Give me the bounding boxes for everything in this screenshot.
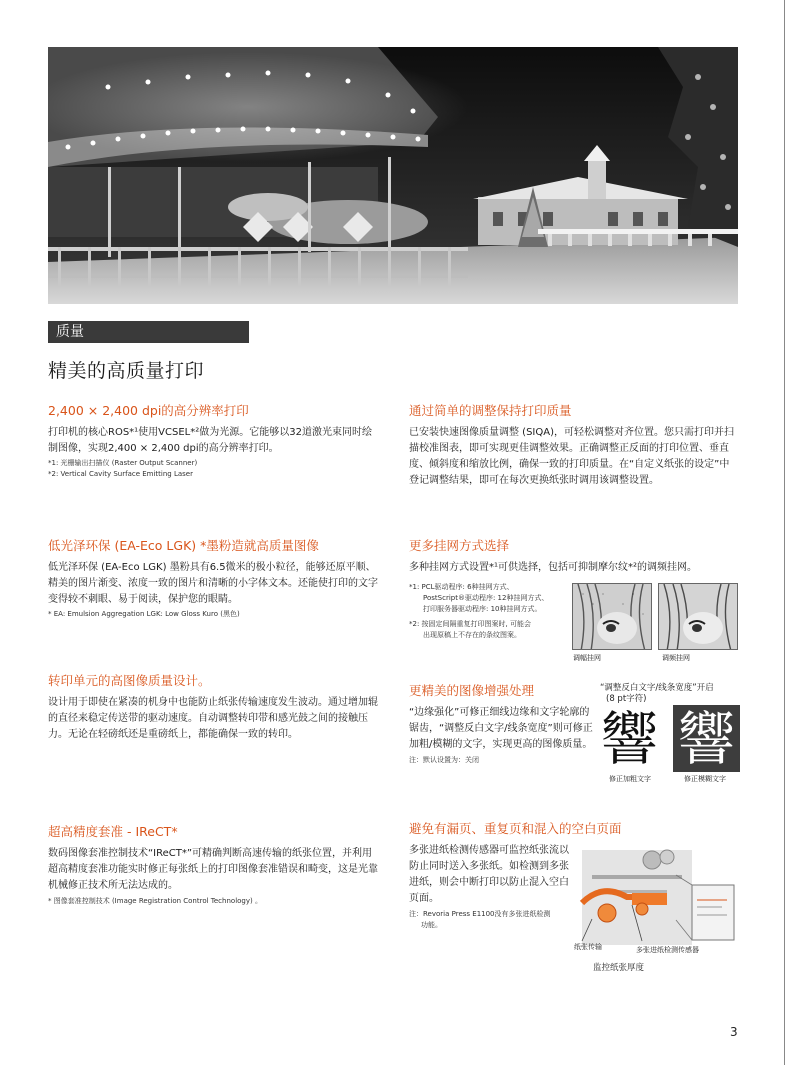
irect-body: 数码图像套准控制技术“IReCT*”可精确判断高速传输的纸张位置，并利用超高精度套准功能实时修正每张纸上的打印图像套准错误和畸变，这是光靠机械修正技术所无法达成的。 <box>48 848 378 891</box>
screen-note-1b: PostScript®驱动程序: 12种挂网方式、 <box>423 594 549 602</box>
am-screening-caption: 调幅挂网 <box>573 654 601 662</box>
screen-body: 多种挂网方式设置*¹可供选择，包括可抑制摩尔纹*²的调频挂网。 <box>409 562 698 573</box>
screen-note-1c: 打印服务器驱动程序: 10种挂网方式。 <box>423 605 542 613</box>
enhance-note: 注：默认设置为：关闭 <box>409 756 479 764</box>
transfer-heading: 转印单元的高图像质量设计。 <box>48 673 211 688</box>
irect-note: * 图像套准控制技术 (Image Registration Control Technology) 。 <box>48 897 262 905</box>
enhance-body: “边缘强化”可修正细线边缘和文字轮廓的锯齿，“调整反白文字/线条宽度”则可修正加粗/模糊的文字，实现更高的图像质量。 <box>409 707 593 750</box>
blank-heading: 避免有漏页、重复页和混入的空白页面 <box>409 821 622 836</box>
feed-label-bottom: 监控纸张厚度 <box>593 963 645 973</box>
enhance-side-label-b: (8 pt字符) <box>606 694 647 704</box>
paper-feed-diagram <box>572 845 738 955</box>
glyph-bold-corrected: 響 <box>596 705 663 772</box>
feed-label-left: 纸张传输 <box>574 943 602 951</box>
screen-note-2b: 出现原稿上不存在的条纹图案。 <box>423 631 521 639</box>
glyph-right-caption: 修正模糊文字 <box>684 775 726 783</box>
irect-heading: 超高精度套准 - IReCT* <box>48 824 178 839</box>
eaeco-body: 低光泽环保 (EA-Eco LGK) 墨粉具有6.5微米的极小粒径，能够还原平顺、精美的图片渐变、浓度一致的图片和清晰的小字体文本。还能使打印的文字变得较不刺眼、易于阅读，保护您的眼睛。 <box>48 562 378 605</box>
block-screen <box>409 538 739 576</box>
page-number: 3 <box>730 1025 738 1039</box>
screen-note-2a: *2: 按固定间隔重复打印图案时, 可能会 <box>409 620 531 628</box>
blank-note-b: 功能。 <box>421 921 442 929</box>
siqa-body: 已安装快速图像质量调整 (SIQA)，可轻松调整对齐位置。您只需打印并扫描校准图表，即可实现更佳调整效果。正确调整正反面的打印位置、垂直度、倾斜度和缩放比例，确保一致的打印质量。在“自定义纸张的设定”中登记调整结果，即可在每次更换纸张时调用该调整设置。 <box>409 427 734 486</box>
blank-note-a: 注：Revoria Press E1100没有多张进纸检测 <box>409 910 551 918</box>
dpi-body: 打印机的核心ROS*¹使用VCSEL*²做为光源。它能够以32道激光束同时绘制图像，实现2,400 × 2,400 dpi的高分辨率打印。 <box>48 427 372 454</box>
dpi-note-1: *1: 光栅输出扫描仪 (Raster Output Scanner) <box>48 459 198 467</box>
block-irect <box>48 824 378 907</box>
transfer-body: 设计用于即使在紧凑的机身中也能防止纸张传输速度发生波动。通过增加辊的直径来稳定传送带的驱动速度。自动调整转印带和感光鼓之间的接触压力。无论在轻磅纸还是重磅纸上，都能确保一致的转印。 <box>48 697 378 740</box>
block-blank-heading <box>409 821 739 837</box>
block-enhance <box>409 683 594 766</box>
siqa-heading: 通过简单的调整保持打印质量 <box>409 403 572 418</box>
block-siqa <box>409 403 739 489</box>
enhance-side-label-a: “调整反白文字/线条宽度”开启 <box>600 683 714 693</box>
fm-screening-image <box>658 583 738 650</box>
enhance-heading: 更精美的图像增强处理 <box>409 683 535 698</box>
dpi-note-2: *2: Vertical Cavity Surface Emitting Laser <box>48 470 193 478</box>
section-label-quality: 质量 <box>48 321 249 343</box>
blank-body: 多张进纸检测传感器可监控纸张流以防止同时送入多张纸。如检测到多张进纸，则会中断打印以防止混入空白页面。 <box>409 845 569 904</box>
block-dpi <box>48 403 378 480</box>
glyph-left-caption: 修正加粗文字 <box>609 775 651 783</box>
dpi-heading: 2,400 × 2,400 dpi的高分辨率打印 <box>48 403 249 418</box>
hero-carousel-photo <box>48 47 738 304</box>
glyph-blur-corrected: 響 <box>673 705 740 772</box>
fm-screening-caption: 调频挂网 <box>662 654 690 662</box>
screen-notes <box>409 582 569 641</box>
block-transfer <box>48 673 378 743</box>
feed-label-right: 多张进纸检测传感器 <box>636 946 699 954</box>
am-screening-image <box>572 583 652 650</box>
page-title: 精美的高质量打印 <box>48 360 205 382</box>
eaeco-note: * EA: Emulsion Aggregation LGK: Low Gloss Kuro (黑色) <box>48 610 240 618</box>
screen-note-1a: *1: PCL驱动程序: 6种挂网方式、 <box>409 583 514 591</box>
block-eaeco <box>48 538 378 620</box>
eaeco-heading: 低光泽环保 (EA-Eco LGK) *墨粉造就高质量图像 <box>48 538 319 553</box>
block-blank <box>409 843 572 931</box>
screen-heading: 更多挂网方式选择 <box>409 538 510 553</box>
